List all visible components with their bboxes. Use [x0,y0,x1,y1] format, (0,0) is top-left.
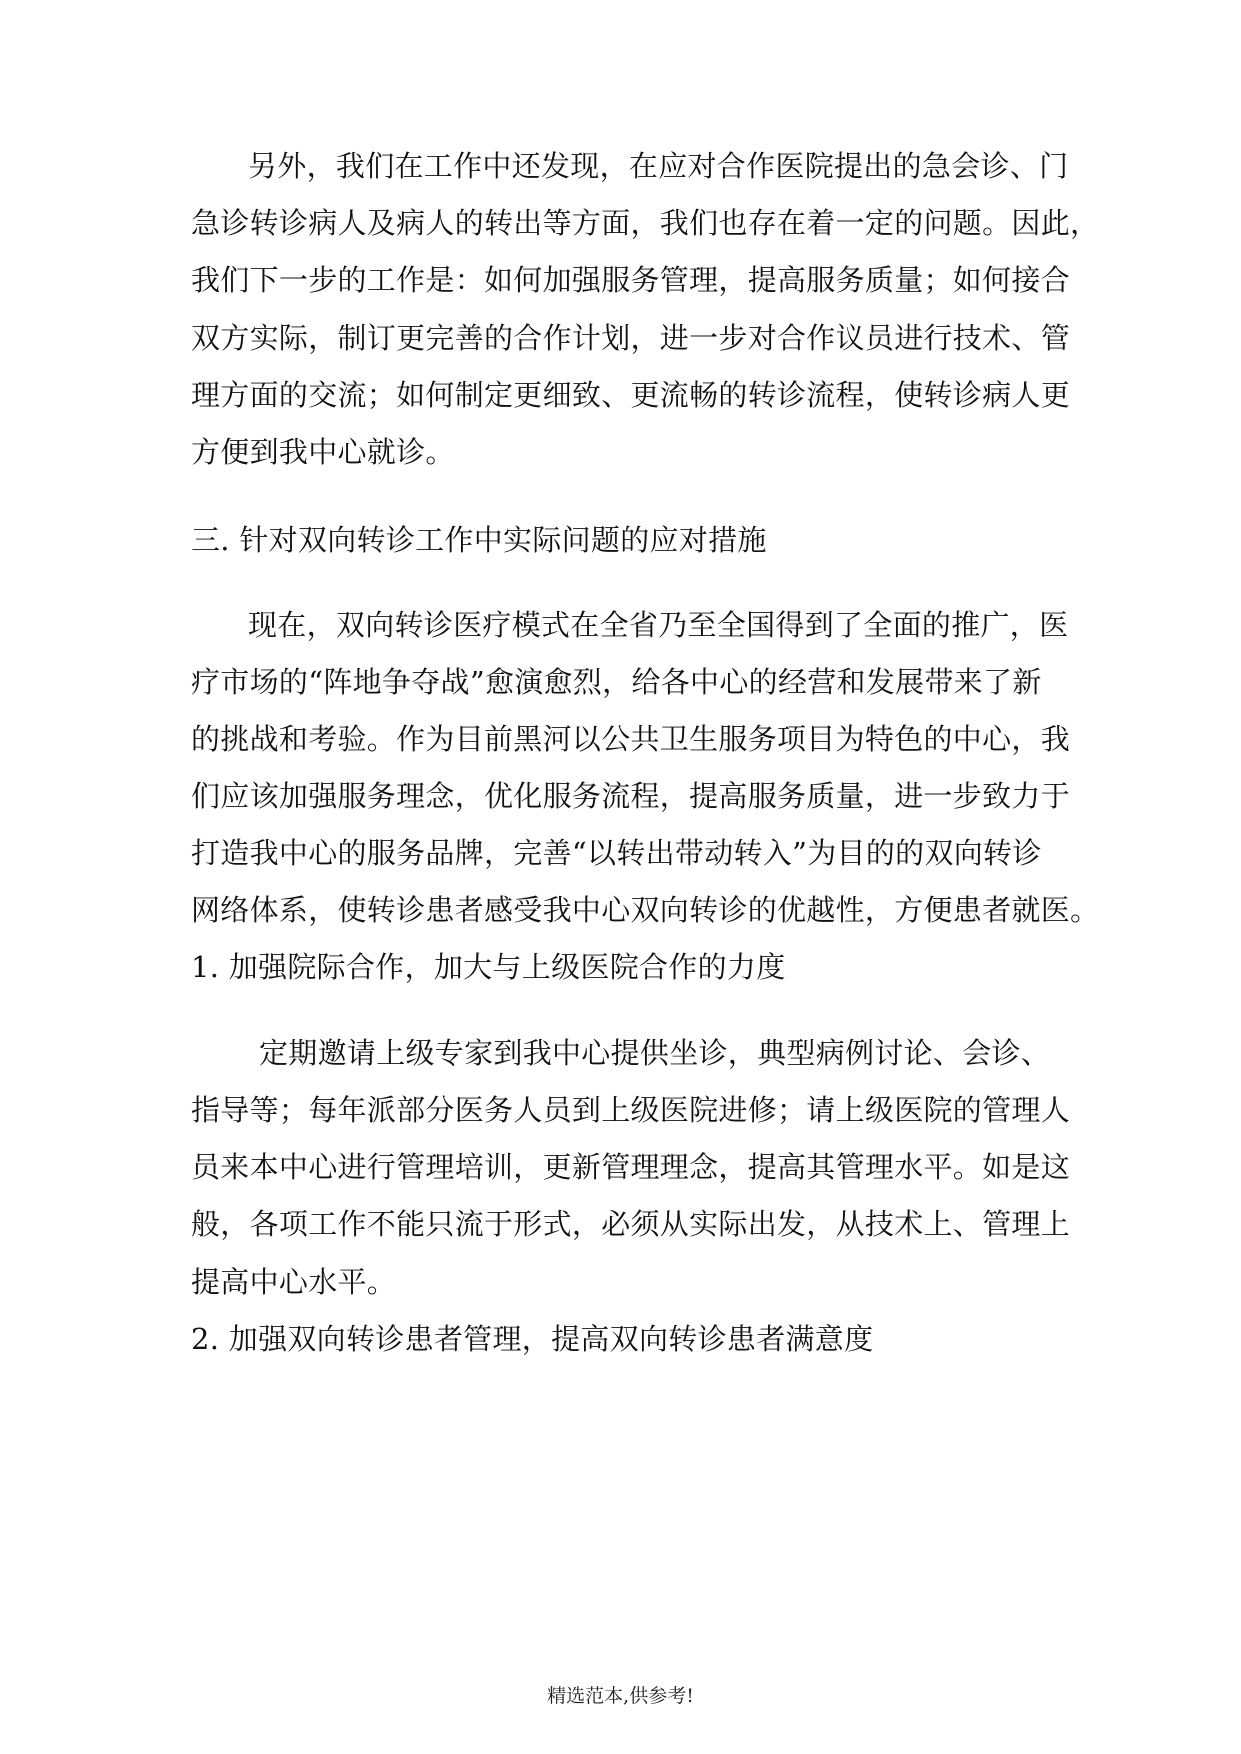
section-heading-3: 三. 针对双向转诊工作中实际问题的应对措施 [191,523,767,557]
paragraph-3-line-1: 定期邀请上级专家到我中心提供坐诊，典型病例讨论、会诊、 [259,1036,1051,1070]
paragraph-1-line-6: 方便到我中心就诊。 [191,435,455,469]
paragraph-3-line-5: 提高中心水平。 [191,1265,397,1299]
paragraph-1-line-2: 急诊转诊病人及病人的转出等方面，我们也存在着一定的问题。因此， [191,206,1100,240]
subheading-1: 1. 加强院际合作，加大与上级医院合作的力度 [191,950,786,984]
paragraph-2-line-3: 的挑战和考验。作为目前黑河以公共卫生服务项目为特色的中心，我 [191,722,1071,756]
paragraph-2-line-6: 网络体系，使转诊患者感受我中心双向转诊的优越性，方便患者就医。 [191,893,1100,927]
paragraph-1-line-1: 另外，我们在工作中还发现，在应对合作医院提出的急会诊、门 [248,149,1069,183]
page-footer: 精选范本,供参考! [547,1685,694,1707]
paragraph-3-line-2: 指导等；每年派部分医务人员到上级医院进修；请上级医院的管理人 [191,1093,1071,1127]
paragraph-3-line-3: 员来本中心进行管理培训，更新管理理念，提高其管理水平。如是这 [191,1150,1071,1184]
paragraph-1-line-3: 我们下一步的工作是：如何加强服务管理，提高服务质量；如何接合 [191,263,1071,297]
paragraph-1-line-4: 双方实际，制订更完善的合作计划，进一步对合作议员进行技术、管 [191,321,1071,355]
paragraph-3-line-4: 般，各项工作不能只流于形式，必须从实际出发，从技术上、管理上 [191,1207,1071,1241]
paragraph-2-line-5: 打造我中心的服务品牌，完善“以转出带动转入”为目的的双向转诊 [191,836,1042,870]
paragraph-2-line-2: 疗市场的“阵地争夺战”愈演愈烈，给各中心的经营和发展带来了新 [191,665,1042,699]
paragraph-2-line-4: 们应该加强服务理念，优化服务流程，提高服务质量，进一步致力于 [191,779,1071,813]
paragraph-1-line-5: 理方面的交流；如何制定更细致、更流畅的转诊流程，使转诊病人更 [191,378,1071,412]
paragraph-2-line-1: 现在，双向转诊医疗模式在全省乃至全国得到了全面的推广，医 [248,608,1069,642]
subheading-2: 2. 加强双向转诊患者管理，提高双向转诊患者满意度 [191,1322,874,1356]
